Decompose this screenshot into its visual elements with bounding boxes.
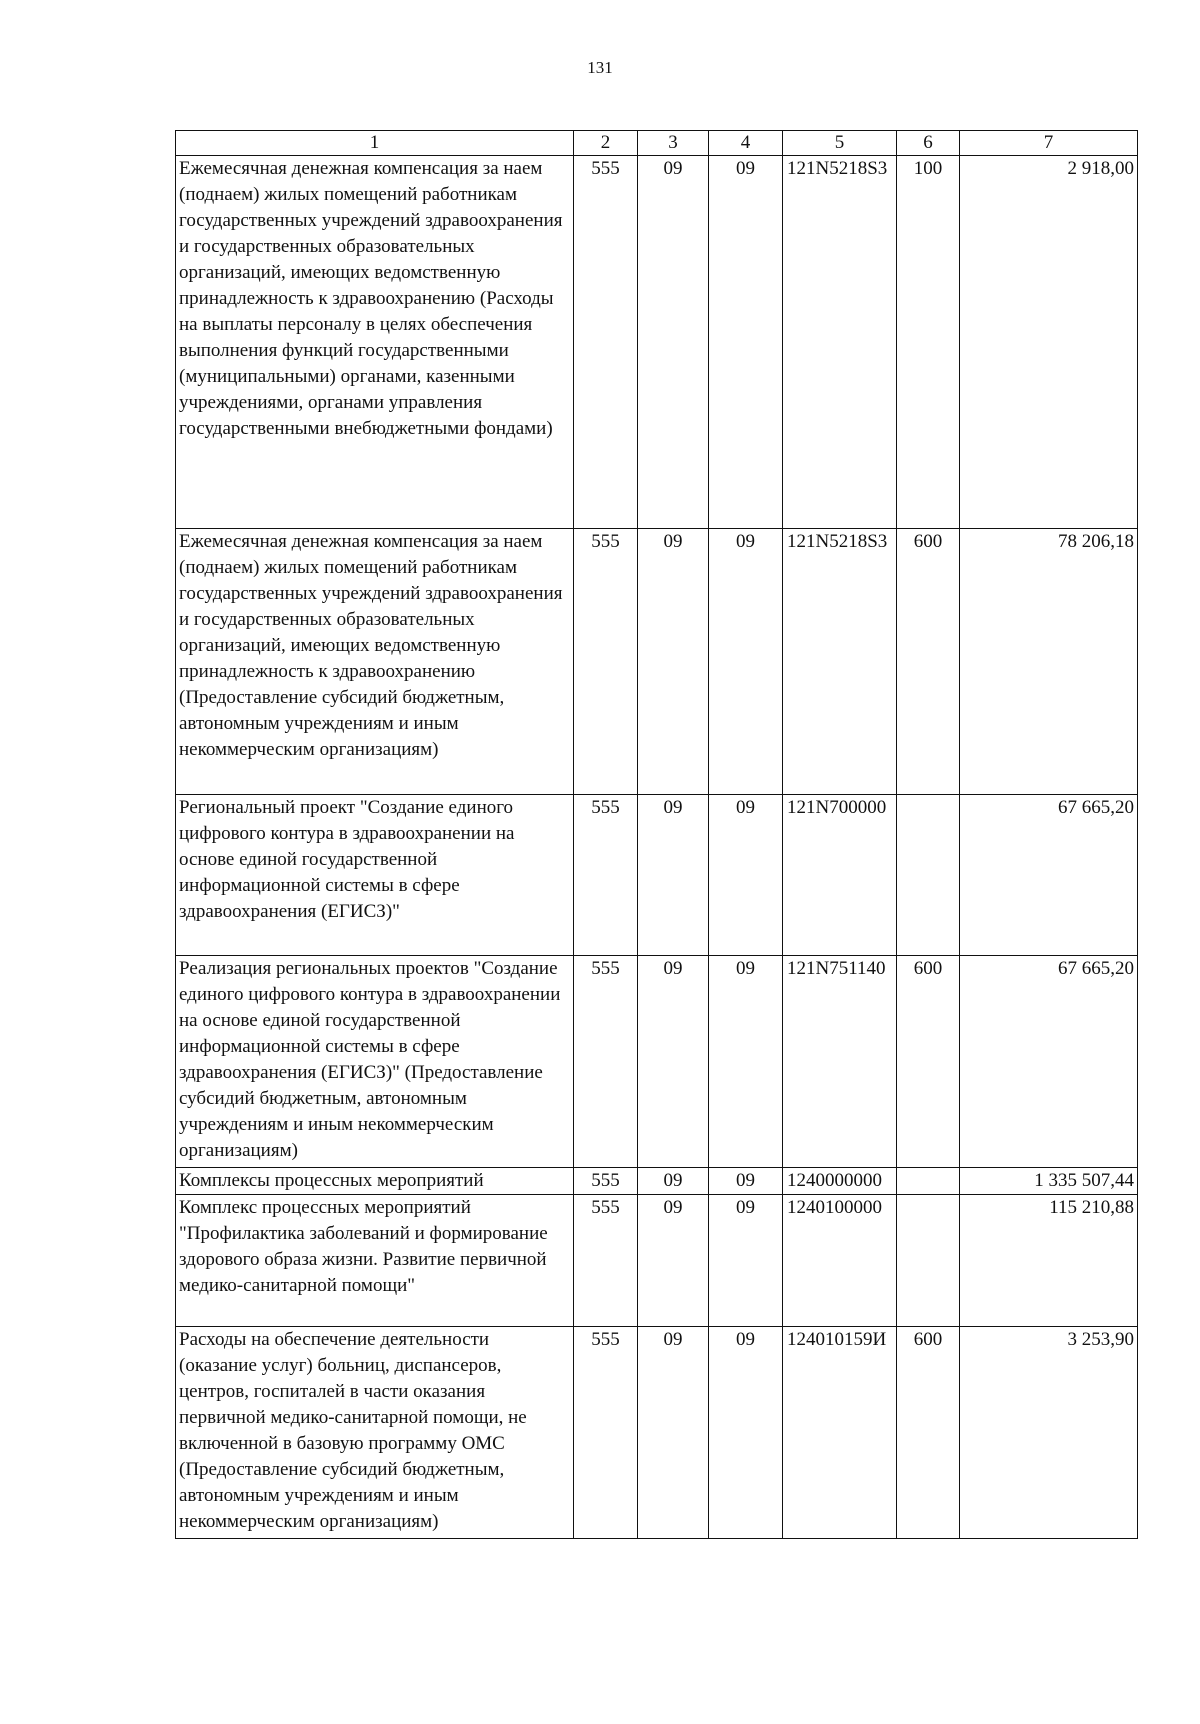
row-section: 09 xyxy=(638,529,709,795)
row-expense-type: 600 xyxy=(897,956,960,1168)
column-header-1: 1 xyxy=(176,131,574,156)
table-row xyxy=(176,956,1138,1168)
row-amount: 67 665,20 xyxy=(960,795,1138,956)
row-section: 09 xyxy=(638,156,709,529)
column-header-2: 2 xyxy=(574,131,638,156)
row-expense-type: 600 xyxy=(897,529,960,795)
table-row xyxy=(176,795,1138,956)
row-name: Комплекс процессных мероприятий "Профилактика заболеваний и формирование здорового образа жизни. Развитие первичной медико-санитарной помощи" xyxy=(176,1195,574,1327)
table-body xyxy=(176,156,1138,1539)
row-name: Ежемесячная денежная компенсация за наем (поднаем) жилых помещений работникам государственных учреждений здравоохранения и государственных образовательных организаций, имеющих ведомственную принадлежность к здравоохранению (Предоставление субсидий бюджетным, автономным учреждениям и иным некоммерческим организациям) xyxy=(176,529,574,795)
header-row xyxy=(176,131,1138,156)
row-target: 121N700000 xyxy=(783,795,897,956)
column-header-7: 7 xyxy=(960,131,1138,156)
budget-table xyxy=(175,130,1138,1539)
row-section: 09 xyxy=(638,1168,709,1195)
row-expense-type xyxy=(897,795,960,956)
row-ministry: 555 xyxy=(574,795,638,956)
row-amount: 2 918,00 xyxy=(960,156,1138,529)
row-subsection: 09 xyxy=(709,956,783,1168)
row-section: 09 xyxy=(638,956,709,1168)
row-expense-type: 100 xyxy=(897,156,960,529)
row-subsection: 09 xyxy=(709,529,783,795)
table-row xyxy=(176,1195,1138,1327)
row-expense-type xyxy=(897,1168,960,1195)
row-ministry: 555 xyxy=(574,956,638,1168)
row-section: 09 xyxy=(638,1327,709,1539)
row-target: 121N751140 xyxy=(783,956,897,1168)
row-target: 121N5218S3 xyxy=(783,529,897,795)
column-header-6: 6 xyxy=(897,131,960,156)
row-amount: 115 210,88 xyxy=(960,1195,1138,1327)
row-name: Расходы на обеспечение деятельности (оказание услуг) больниц, диспансеров, центров, госпиталей в части оказания первичной медико-санитарной помощи, не включенной в базовую программу ОМС (Предоставление субсидий бюджетным, автономным учреждениям и иным некоммерческим организациям) xyxy=(176,1327,574,1539)
table-row xyxy=(176,156,1138,529)
row-target: 124010159И xyxy=(783,1327,897,1539)
row-amount: 1 335 507,44 xyxy=(960,1168,1138,1195)
row-expense-type: 600 xyxy=(897,1327,960,1539)
row-ministry: 555 xyxy=(574,156,638,529)
table-row xyxy=(176,529,1138,795)
row-subsection: 09 xyxy=(709,1195,783,1327)
row-ministry: 555 xyxy=(574,1168,638,1195)
row-target: 121N5218S3 xyxy=(783,156,897,529)
row-amount: 3 253,90 xyxy=(960,1327,1138,1539)
row-name: Ежемесячная денежная компенсация за наем (поднаем) жилых помещений работникам государственных учреждений здравоохранения и государственных образовательных организаций, имеющих ведомственную принадлежность к здравоохранению (Расходы на выплаты персоналу в целях обеспечения выполнения функций государственными (муниципальными) органами, казенными учреждениями, органами управления государственными внебюджетными фондами) xyxy=(176,156,574,529)
row-target: 1240100000 xyxy=(783,1195,897,1327)
page-number: 131 xyxy=(587,58,613,77)
row-ministry: 555 xyxy=(574,529,638,795)
row-subsection: 09 xyxy=(709,156,783,529)
row-subsection: 09 xyxy=(709,1168,783,1195)
row-amount: 78 206,18 xyxy=(960,529,1138,795)
table-header xyxy=(176,131,1138,156)
table-row xyxy=(176,1327,1138,1539)
row-section: 09 xyxy=(638,795,709,956)
row-target: 1240000000 xyxy=(783,1168,897,1195)
row-section: 09 xyxy=(638,1195,709,1327)
row-subsection: 09 xyxy=(709,1327,783,1539)
row-name: Комплексы процессных мероприятий xyxy=(176,1168,574,1195)
row-ministry: 555 xyxy=(574,1327,638,1539)
row-name: Региональный проект "Создание единого цифрового контура в здравоохранении на основе единой государственной информационной системы в сфере здравоохранения (ЕГИСЗ)" xyxy=(176,795,574,956)
column-header-3: 3 xyxy=(638,131,709,156)
row-name: Реализация региональных проектов "Создание единого цифрового контура в здравоохранении на основе единой государственной информационной системы в сфере здравоохранения (ЕГИСЗ)" (Предоставление субсидий бюджетным, автономным учреждениям и иным некоммерческим организациям) xyxy=(176,956,574,1168)
row-expense-type xyxy=(897,1195,960,1327)
column-header-5: 5 xyxy=(783,131,897,156)
row-subsection: 09 xyxy=(709,795,783,956)
table-row xyxy=(176,1168,1138,1195)
row-amount: 67 665,20 xyxy=(960,956,1138,1168)
row-ministry: 555 xyxy=(574,1195,638,1327)
column-header-4: 4 xyxy=(709,131,783,156)
